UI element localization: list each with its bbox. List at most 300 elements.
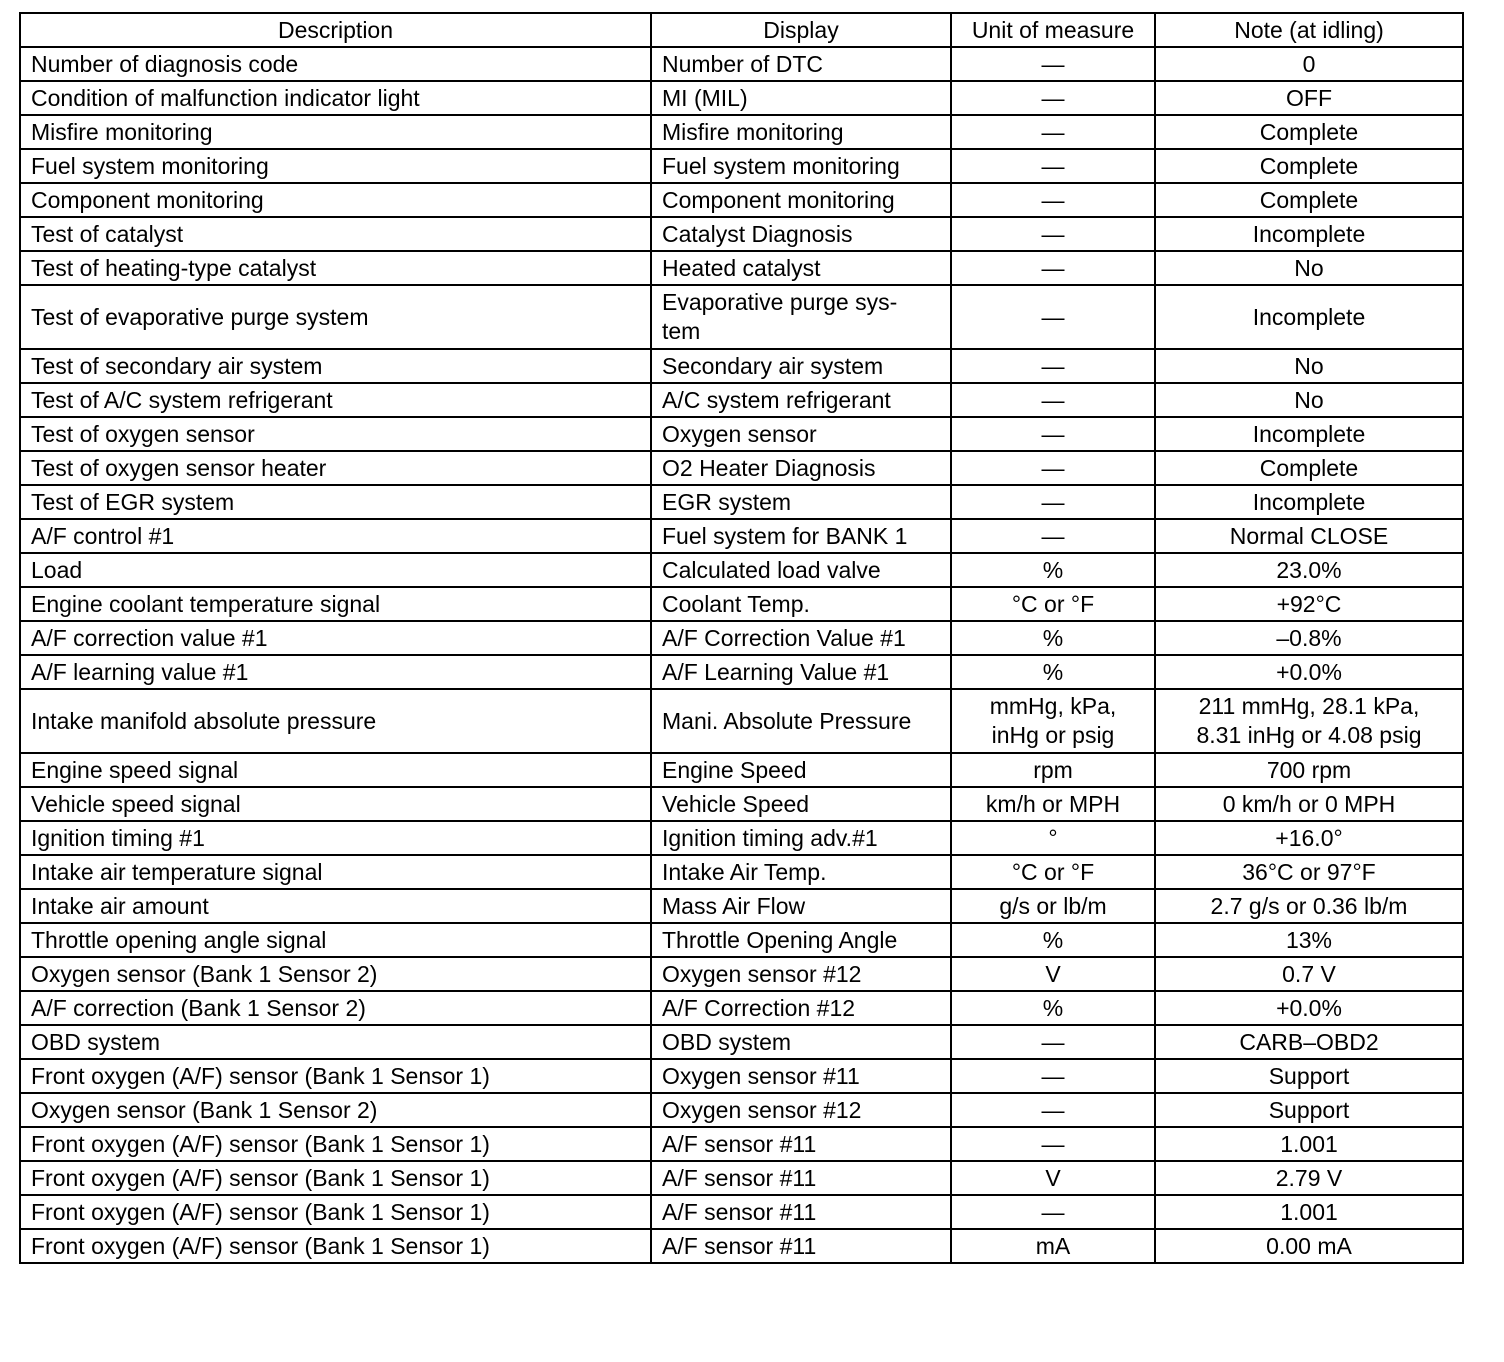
cell-note-text: 1.001 [1280, 1198, 1338, 1225]
table-row [20, 655, 1463, 689]
cell-display [651, 991, 951, 1025]
cell-description-text: Load [31, 556, 83, 583]
cell-display-text: Mani. Absolute Pressure [662, 707, 912, 734]
cell-note-text: Incomplete [1252, 220, 1366, 247]
cell-description [20, 889, 651, 923]
cell-description-text: Test of oxygen sensor [31, 420, 255, 447]
cell-display [651, 251, 951, 285]
cell-description-text: Front oxygen (A/F) sensor (Bank 1 Sensor 1) [31, 1062, 490, 1089]
table-row [20, 587, 1463, 621]
cell-display-text: Fuel system monitoring [662, 152, 900, 179]
cell-display [651, 1195, 951, 1229]
cell-display-text: A/C system refrigerant [662, 386, 891, 413]
table-header [20, 13, 1463, 47]
cell-description-text: A/F learning value #1 [31, 658, 249, 685]
cell-unit-text: — [1041, 186, 1065, 213]
cell-unit-text: — [1041, 254, 1065, 281]
cell-unit [951, 47, 1155, 81]
cell-display [651, 285, 951, 349]
cell-unit-text: V [1045, 960, 1061, 987]
cell-note [1155, 689, 1463, 753]
cell-note-text: Support [1268, 1096, 1350, 1123]
table-row [20, 787, 1463, 821]
cell-description [20, 1229, 651, 1263]
cell-description [20, 383, 651, 417]
cell-note-text: 13% [1285, 926, 1333, 953]
cell-unit-text: ° [1048, 824, 1058, 851]
cell-description [20, 1093, 651, 1127]
cell-note-text: Complete [1259, 186, 1359, 213]
cell-display-text: Fuel system for BANK 1 [662, 522, 908, 549]
cell-note-text: No [1294, 352, 1324, 379]
table-row [20, 383, 1463, 417]
cell-unit-text: — [1041, 303, 1065, 330]
cell-unit-text: — [1041, 522, 1065, 549]
table-row [20, 183, 1463, 217]
cell-description-text: Fuel system monitoring [31, 152, 269, 179]
cell-display [651, 1093, 951, 1127]
cell-display-text: Throttle Opening Angle [662, 926, 898, 953]
cell-display-text: Mass Air Flow [662, 892, 806, 919]
cell-note-text: Complete [1259, 454, 1359, 481]
cell-unit-text: — [1041, 1028, 1065, 1055]
cell-description-text: Intake manifold absolute pressure [31, 707, 377, 734]
cell-display-text: Vehicle Speed [662, 790, 810, 817]
cell-note [1155, 383, 1463, 417]
cell-description [20, 991, 651, 1025]
cell-description-text: Oxygen sensor (Bank 1 Sensor 2) [31, 1096, 378, 1123]
cell-description-text: Engine speed signal [31, 756, 239, 783]
cell-description [20, 251, 651, 285]
cell-unit-text: % [1042, 624, 1064, 651]
cell-display-text: O2 Heater Diagnosis [662, 454, 876, 481]
cell-display [651, 451, 951, 485]
cell-display-text: Intake Air Temp. [662, 858, 827, 885]
cell-note-text: 1.001 [1280, 1130, 1338, 1157]
cell-display-text: Component monitoring [662, 186, 895, 213]
cell-note [1155, 1195, 1463, 1229]
cell-display-text: A/F sensor #11 [662, 1130, 817, 1157]
cell-display [651, 47, 951, 81]
cell-description [20, 821, 651, 855]
cell-description [20, 1059, 651, 1093]
cell-note-text: Normal CLOSE [1229, 522, 1389, 549]
cell-unit-text: % [1042, 994, 1064, 1021]
cell-description-text: Condition of malfunction indicator light [31, 84, 420, 111]
cell-description [20, 787, 651, 821]
header-description: Description [20, 13, 651, 47]
cell-unit-text: — [1041, 1198, 1065, 1225]
cell-unit [951, 1127, 1155, 1161]
cell-description-text: Test of secondary air system [31, 352, 323, 379]
table-row [20, 957, 1463, 991]
cell-description-text: Intake air amount [31, 892, 209, 919]
cell-note [1155, 553, 1463, 587]
table-row [20, 991, 1463, 1025]
cell-display-text: Engine Speed [662, 756, 807, 783]
cell-note [1155, 1059, 1463, 1093]
cell-display [651, 621, 951, 655]
cell-description [20, 1025, 651, 1059]
cell-unit [951, 383, 1155, 417]
cell-description-text: Oxygen sensor (Bank 1 Sensor 2) [31, 960, 378, 987]
cell-unit [951, 251, 1155, 285]
cell-unit [951, 285, 1155, 349]
table-row [20, 285, 1463, 349]
table-row [20, 855, 1463, 889]
table-row [20, 753, 1463, 787]
cell-description-text: Test of oxygen sensor heater [31, 454, 327, 481]
cell-description [20, 753, 651, 787]
cell-note [1155, 1025, 1463, 1059]
cell-unit-text: rpm [1033, 756, 1073, 783]
cell-unit [951, 115, 1155, 149]
cell-display [651, 485, 951, 519]
table-row [20, 1059, 1463, 1093]
cell-display [651, 1229, 951, 1263]
table-row [20, 621, 1463, 655]
cell-unit [951, 655, 1155, 689]
table-row [20, 451, 1463, 485]
cell-unit-text: mmHg, kPa, inHg or psig [989, 693, 1117, 748]
cell-note [1155, 1229, 1463, 1263]
cell-note-text: Incomplete [1252, 488, 1366, 515]
cell-unit-text: % [1042, 658, 1064, 685]
cell-unit [951, 1093, 1155, 1127]
table-row [20, 1093, 1463, 1127]
cell-note-text: 0.7 V [1282, 960, 1336, 987]
table-row [20, 1025, 1463, 1059]
table-row [20, 47, 1463, 81]
cell-note [1155, 957, 1463, 991]
cell-description [20, 349, 651, 383]
cell-description [20, 285, 651, 349]
cell-display-text: A/F Learning Value #1 [662, 658, 890, 685]
cell-description [20, 621, 651, 655]
table-row [20, 251, 1463, 285]
cell-note-text: 0 [1302, 50, 1316, 77]
cell-description [20, 451, 651, 485]
cell-display-text: A/F sensor #11 [662, 1232, 817, 1259]
cell-display [651, 217, 951, 251]
cell-display [651, 149, 951, 183]
cell-note-text: CARB–OBD2 [1239, 1028, 1379, 1055]
cell-note [1155, 655, 1463, 689]
cell-note-text: 23.0% [1276, 556, 1342, 583]
cell-description-text: Test of evaporative purge system [31, 303, 369, 330]
cell-description-text: Misfire monitoring [31, 118, 213, 145]
cell-description [20, 855, 651, 889]
cell-unit [951, 183, 1155, 217]
table-row [20, 349, 1463, 383]
cell-unit-text: % [1042, 926, 1064, 953]
cell-unit-text: — [1041, 386, 1065, 413]
cell-display-text: A/F sensor #11 [662, 1164, 817, 1191]
table-row [20, 821, 1463, 855]
cell-unit [951, 821, 1155, 855]
cell-display [651, 855, 951, 889]
cell-unit-text: km/h or MPH [985, 790, 1121, 817]
cell-display [651, 553, 951, 587]
cell-display-text: Catalyst Diagnosis [662, 220, 853, 247]
cell-description-text: A/F correction (Bank 1 Sensor 2) [31, 994, 366, 1021]
cell-description-text: A/F control #1 [31, 522, 175, 549]
cell-display-text: A/F Correction Value #1 [662, 624, 906, 651]
cell-note [1155, 991, 1463, 1025]
cell-description-text: Front oxygen (A/F) sensor (Bank 1 Sensor 1) [31, 1232, 490, 1259]
table-row [20, 889, 1463, 923]
cell-note-text: 0.00 mA [1266, 1232, 1352, 1259]
cell-unit-text: g/s or lb/m [999, 892, 1107, 919]
cell-display [651, 383, 951, 417]
cell-note [1155, 81, 1463, 115]
cell-display [651, 787, 951, 821]
cell-note [1155, 183, 1463, 217]
cell-unit [951, 1195, 1155, 1229]
cell-note-text: No [1294, 254, 1324, 281]
table-row [20, 923, 1463, 957]
header-unit-of-measure: Unit of measure [951, 13, 1155, 47]
cell-note-text: Incomplete [1252, 303, 1366, 330]
cell-display [651, 519, 951, 553]
cell-description [20, 655, 651, 689]
cell-unit [951, 753, 1155, 787]
table-row [20, 149, 1463, 183]
cell-description-text: Test of EGR system [31, 488, 235, 515]
cell-unit [951, 1161, 1155, 1195]
cell-display-text: Coolant Temp. [662, 590, 810, 617]
cell-description-text: Test of heating-type catalyst [31, 254, 317, 281]
cell-note [1155, 451, 1463, 485]
cell-display [651, 417, 951, 451]
cell-display [651, 349, 951, 383]
cell-note-text: –0.8% [1276, 624, 1342, 651]
cell-unit [951, 81, 1155, 115]
cell-description [20, 1195, 651, 1229]
cell-unit-text: °C or °F [1011, 858, 1095, 885]
cell-unit [951, 855, 1155, 889]
cell-description [20, 587, 651, 621]
cell-description-text: Test of catalyst [31, 220, 184, 247]
cell-note [1155, 417, 1463, 451]
cell-display-text: A/F sensor #11 [662, 1198, 817, 1225]
cell-unit [951, 957, 1155, 991]
cell-display [651, 115, 951, 149]
cell-unit-text: — [1041, 420, 1065, 447]
cell-note [1155, 821, 1463, 855]
cell-display [651, 957, 951, 991]
cell-note [1155, 1127, 1463, 1161]
cell-description [20, 1127, 651, 1161]
cell-note-text: 0 km/h or 0 MPH [1222, 790, 1396, 817]
cell-display [651, 923, 951, 957]
cell-note [1155, 923, 1463, 957]
header-row [20, 13, 1463, 47]
cell-unit-text: mA [1035, 1232, 1071, 1259]
cell-note-text: No [1294, 386, 1324, 413]
table-row [20, 115, 1463, 149]
cell-description-text: Component monitoring [31, 186, 264, 213]
cell-note-text: 36°C or 97°F [1242, 858, 1376, 885]
table-row [20, 217, 1463, 251]
cell-display-text: Calculated load valve [662, 556, 881, 583]
cell-note-text: Complete [1259, 152, 1359, 179]
cell-description-text: Intake air temperature signal [31, 858, 323, 885]
cell-note [1155, 115, 1463, 149]
cell-unit-text: % [1042, 556, 1064, 583]
cell-description [20, 217, 651, 251]
cell-display [651, 587, 951, 621]
cell-note [1155, 251, 1463, 285]
cell-unit-text: °C or °F [1011, 590, 1095, 617]
table-row [20, 1127, 1463, 1161]
cell-note-text: +92°C [1276, 590, 1342, 617]
cell-description-text: Front oxygen (A/F) sensor (Bank 1 Sensor 1) [31, 1130, 490, 1157]
cell-description [20, 47, 651, 81]
cell-note [1155, 47, 1463, 81]
diagnostic-data-table [19, 12, 1464, 1264]
table-row [20, 1195, 1463, 1229]
cell-note [1155, 621, 1463, 655]
cell-display [651, 183, 951, 217]
cell-description-text: Number of diagnosis code [31, 50, 299, 77]
table-row [20, 553, 1463, 587]
cell-unit-text: — [1041, 1130, 1065, 1157]
cell-display-text: Oxygen sensor #12 [662, 960, 862, 987]
cell-unit [951, 587, 1155, 621]
cell-display-text: OBD system [662, 1028, 792, 1055]
cell-description [20, 1161, 651, 1195]
cell-unit-text: — [1041, 1096, 1065, 1123]
cell-note-text: +16.0° [1275, 824, 1343, 851]
cell-description-text: Ignition timing #1 [31, 824, 205, 851]
cell-note [1155, 889, 1463, 923]
cell-unit [951, 991, 1155, 1025]
cell-display [651, 1161, 951, 1195]
cell-unit [951, 889, 1155, 923]
table-row [20, 485, 1463, 519]
cell-description [20, 417, 651, 451]
cell-unit [951, 149, 1155, 183]
cell-unit-text: — [1041, 84, 1065, 111]
cell-note [1155, 753, 1463, 787]
cell-unit-text: — [1041, 118, 1065, 145]
cell-display [651, 1127, 951, 1161]
cell-note [1155, 1161, 1463, 1195]
cell-unit [951, 417, 1155, 451]
table-body [20, 47, 1463, 1263]
cell-note-text: Complete [1259, 118, 1359, 145]
table-row [20, 1161, 1463, 1195]
cell-description [20, 183, 651, 217]
cell-note-text: +0.0% [1276, 994, 1342, 1021]
cell-note [1155, 587, 1463, 621]
cell-unit-text: — [1041, 220, 1065, 247]
cell-description-text: Throttle opening angle signal [31, 926, 327, 953]
table-row [20, 81, 1463, 115]
cell-display-text: Secondary air system [662, 352, 884, 379]
cell-display [651, 821, 951, 855]
cell-display-text: Oxygen sensor #12 [662, 1096, 862, 1123]
cell-note [1155, 1093, 1463, 1127]
cell-unit-text: — [1041, 50, 1065, 77]
cell-description-text: Engine coolant temperature signal [31, 590, 381, 617]
cell-note [1155, 519, 1463, 553]
cell-display [651, 1059, 951, 1093]
cell-note [1155, 149, 1463, 183]
cell-unit-text: — [1041, 152, 1065, 179]
cell-description [20, 149, 651, 183]
cell-description-text: A/F correction value #1 [31, 624, 268, 651]
cell-note-text: 2.7 g/s or 0.36 lb/m [1210, 892, 1408, 919]
cell-unit [951, 519, 1155, 553]
cell-description [20, 957, 651, 991]
cell-unit [951, 923, 1155, 957]
cell-unit-text: — [1041, 352, 1065, 379]
cell-unit [951, 1025, 1155, 1059]
cell-display [651, 689, 951, 753]
cell-display-text: EGR system [662, 488, 792, 515]
cell-display-text: Ignition timing adv.#1 [662, 824, 878, 851]
cell-description-text: Front oxygen (A/F) sensor (Bank 1 Sensor 1) [31, 1198, 490, 1225]
cell-description [20, 689, 651, 753]
cell-unit [951, 349, 1155, 383]
cell-description [20, 115, 651, 149]
cell-display [651, 655, 951, 689]
cell-unit [951, 485, 1155, 519]
cell-note-text: Incomplete [1252, 420, 1366, 447]
cell-display [651, 753, 951, 787]
cell-unit [951, 553, 1155, 587]
cell-note-text: 2.79 V [1275, 1164, 1343, 1191]
cell-display-text: A/F Correction #12 [662, 994, 856, 1021]
cell-description [20, 81, 651, 115]
cell-unit [951, 787, 1155, 821]
cell-description-text: Test of A/C system refrigerant [31, 386, 333, 413]
table-row [20, 519, 1463, 553]
cell-note [1155, 787, 1463, 821]
cell-description [20, 485, 651, 519]
cell-display-text: Oxygen sensor [662, 420, 817, 447]
cell-note [1155, 349, 1463, 383]
cell-note-text: +0.0% [1276, 658, 1342, 685]
cell-unit [951, 217, 1155, 251]
cell-display-text: Misfire monitoring [662, 118, 844, 145]
cell-unit [951, 689, 1155, 753]
cell-description [20, 519, 651, 553]
cell-note [1155, 217, 1463, 251]
cell-display-text: Number of DTC [662, 50, 824, 77]
cell-description [20, 923, 651, 957]
cell-unit-text: V [1045, 1164, 1061, 1191]
cell-unit-text: — [1041, 1062, 1065, 1089]
cell-unit [951, 621, 1155, 655]
cell-display-text: Oxygen sensor #11 [662, 1062, 860, 1089]
cell-display-text: Heated catalyst [662, 254, 821, 281]
cell-note-text: 700 rpm [1266, 756, 1352, 783]
cell-note [1155, 285, 1463, 349]
cell-unit [951, 1229, 1155, 1263]
header-display: Display [651, 13, 951, 47]
cell-unit-text: — [1041, 454, 1065, 481]
header-note-at-idling: Note (at idling) [1155, 13, 1463, 47]
cell-note-text: Support [1268, 1062, 1350, 1089]
cell-note-text: OFF [1286, 84, 1332, 111]
cell-display-text: Evaporative purge sys- tem [662, 289, 898, 344]
cell-description [20, 553, 651, 587]
cell-display [651, 889, 951, 923]
cell-unit-text: — [1041, 488, 1065, 515]
